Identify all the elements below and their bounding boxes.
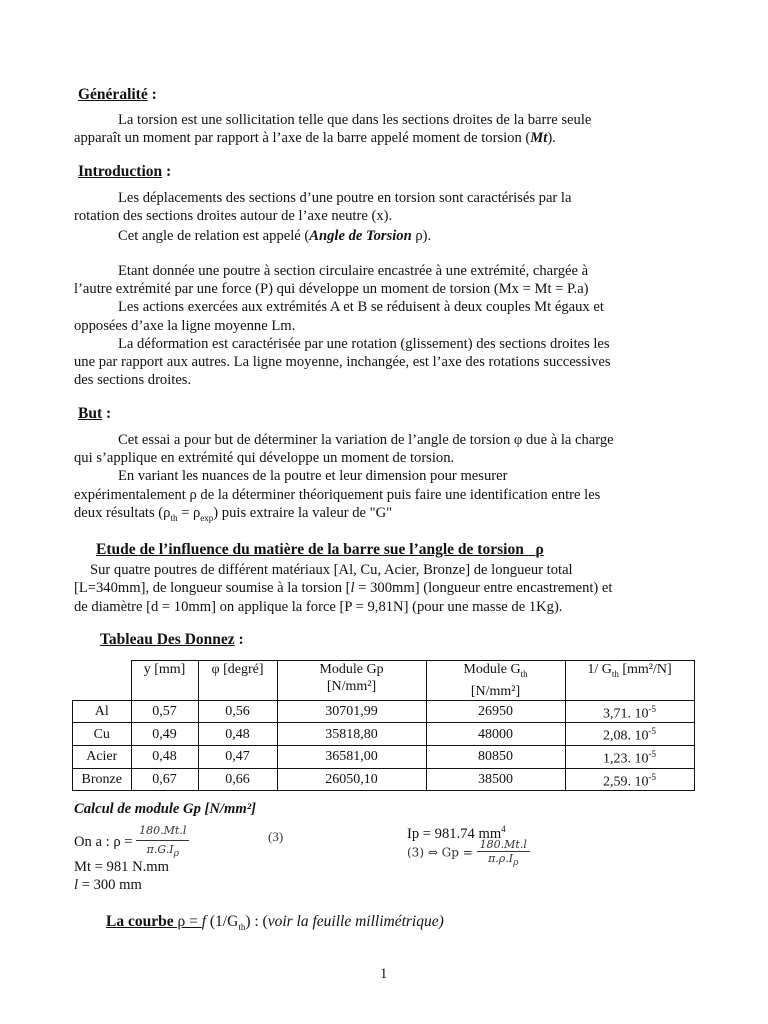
calcul-ip-exp: 4 (501, 824, 506, 834)
courbe-eq-mid: (1/G (206, 913, 239, 930)
but-last-pre: deux résultats (ρ (74, 505, 171, 521)
cell-inv-value: 2,08. 10 (603, 729, 649, 745)
cell-gp: 36581,00 (277, 746, 426, 769)
introduction-title: Introduction (78, 163, 163, 180)
cell-inv (565, 768, 694, 791)
table-row (73, 700, 695, 723)
cell-inv (565, 700, 694, 723)
etude-title: Etude de l’influence du matière de la barre sue l’angle de torsion (96, 541, 524, 558)
cell-gth: 80850 (426, 746, 565, 769)
courbe-eq-pre: ρ = (173, 913, 202, 930)
courbe-eq-f: f (201, 913, 207, 930)
tableau-colon: : (234, 631, 244, 648)
intro-angle-line (118, 227, 431, 245)
header-inv-sub: th (611, 668, 619, 679)
data-table (72, 660, 695, 791)
calcul-rho-formula (74, 822, 189, 863)
but-heading (78, 405, 111, 423)
generalite-line2-post: ). (547, 130, 556, 146)
but-last-post: ) puis extraire la valeur de "G" (213, 505, 393, 521)
courbe-line (106, 913, 444, 932)
but-title: But (78, 405, 103, 422)
cell-material: Bronze (73, 768, 132, 791)
gp-formula (407, 838, 530, 868)
calcul-on-a: On a : ρ = (74, 833, 133, 850)
cell-gp: 26050,10 (277, 768, 426, 791)
cell-phi: 0,56 (198, 700, 277, 723)
calcul-title: Calcul de module Gp [N/mm²] (74, 801, 256, 817)
header-gth-sub: th (520, 668, 528, 679)
cell-material: Cu (73, 723, 132, 746)
but-sub-th: th (170, 512, 178, 523)
cell-inv-exp: -5 (648, 771, 656, 782)
intro-p2-line-2: l’autre extrémité par une force (P) qui développe un moment de torsion (Mx = Mt = P.a) (74, 281, 589, 297)
but-line-2: qui s’applique en extrémité qui développe un moment de torsion. (74, 450, 455, 466)
table-header-row (73, 661, 695, 701)
generalite-heading (78, 86, 157, 104)
gp-formula-pre: (3) ⇔ Gp = (407, 845, 473, 860)
header-inv-unit: [mm²/N] (618, 662, 672, 677)
cell-inv-exp: -5 (648, 749, 656, 760)
calcul-l-val: = 300 mm (78, 877, 142, 893)
courbe-note: voir la feuille millimétrique) (267, 913, 444, 930)
table-row (73, 746, 695, 769)
header-inv (565, 661, 694, 701)
cell-inv-value: 1,23. 10 (603, 751, 649, 767)
cell-inv-exp: -5 (648, 726, 656, 737)
intro-angle-post: ρ). (411, 228, 432, 244)
introduction-heading (78, 163, 171, 181)
eq-number: (3) (268, 829, 284, 844)
cell-gth: 48000 (426, 723, 565, 746)
cell-material: Al (73, 700, 132, 723)
gp-fraction-den-sub: ρ (513, 858, 519, 869)
rho-fraction-den-sub: ρ (173, 849, 179, 860)
but-line-1: Cet essai a pour but de déterminer la variation de l’angle de torsion φ due à la charge (118, 432, 614, 448)
cell-inv-value: 2,59. 10 (603, 774, 649, 790)
intro-angle-pre: Cet angle de relation est appelé ( (118, 228, 310, 244)
etude-rho: ρ (535, 541, 544, 558)
calcul-l-var: l (74, 877, 79, 893)
but-colon: : (102, 405, 112, 422)
table-row (73, 768, 695, 791)
table-corner (73, 661, 132, 701)
cell-phi: 0,48 (198, 723, 277, 746)
cell-inv-value: 3,71. 10 (603, 706, 649, 722)
etude-line-2-post: = 300mm] (longueur entre encastrement) et (354, 580, 613, 596)
introduction-colon: : (162, 163, 172, 180)
intro-p2-line-4: opposées d’axe la ligne moyenne Lm. (74, 318, 296, 334)
but-line-4: expérimentalement ρ de la déterminer théoriquement puis faire une identification entre les (74, 487, 601, 503)
cell-gp: 35818,80 (277, 723, 426, 746)
page-number: 1 (380, 966, 388, 982)
cell-y: 0,67 (131, 768, 198, 791)
cell-y: 0,57 (131, 700, 198, 723)
rho-fraction-den-main: π.G.I (146, 843, 174, 856)
gp-fraction (477, 838, 530, 868)
calcul-mt: Mt = 981 N.mm (74, 859, 169, 875)
cell-phi: 0,66 (198, 768, 277, 791)
etude-line-2 (74, 579, 612, 597)
header-gth-label: Module G (463, 662, 521, 677)
cell-gp: 30701,99 (277, 700, 426, 723)
tableau-heading (100, 631, 244, 649)
intro-angle-em: Angle de Torsion (309, 228, 412, 244)
cell-phi: 0,47 (198, 746, 277, 769)
calcul-ip-value: Ip = 981.74 mm (407, 825, 502, 842)
header-y: y [mm] (131, 661, 198, 701)
cell-y: 0,49 (131, 723, 198, 746)
cell-inv (565, 746, 694, 769)
etude-l: l (350, 580, 355, 596)
intro-p2-line-1: Etant donnée une poutre à section circulaire encastrée à une extrémité, chargée à (118, 263, 589, 279)
etude-heading (96, 541, 544, 559)
calcul-l (74, 876, 142, 894)
cell-gth: 26950 (426, 700, 565, 723)
but-last-mid: = ρ (177, 505, 201, 521)
generalite-line2-pre: apparaît un moment par rapport à l’axe de la barre appelé moment de torsion ( (74, 130, 531, 146)
tableau-title: Tableau Des Donnez (100, 631, 235, 648)
intro-p2-line-7: des sections droites. (74, 372, 192, 388)
intro-p2-line-6: une par rapport aux autres. La ligne moyenne, inchangée, est l’axe des rotations successives (74, 354, 611, 370)
etude-line-2-pre: [L=340mm], de longueur soumise à la torsion [ (74, 580, 351, 596)
header-gp (277, 661, 426, 701)
generalite-mt: Mt (530, 130, 548, 146)
intro-p2-line-5: La déformation est caractérisée par une rotation (glissement) des sections droites les (118, 336, 610, 352)
header-gth-unit: [N/mm²] (470, 683, 521, 699)
courbe-eq-post: ) : ( (245, 913, 268, 930)
table-row (73, 723, 695, 746)
gp-fraction-den (477, 852, 530, 868)
header-gth (426, 661, 565, 701)
generalite-line1: La torsion est une sollicitation telle que dans les sections droites de la barre seule (118, 112, 592, 128)
cell-inv (565, 723, 694, 746)
intro-p2-line-3: Les actions exercées aux extrémités A et B se réduisent à deux couples Mt égaux et (118, 299, 604, 315)
header-gp-label: Module Gp (319, 662, 384, 677)
cell-material: Acier (73, 746, 132, 769)
gp-fraction-den-main: π.ρ.I (488, 852, 514, 865)
cell-y: 0,48 (131, 746, 198, 769)
cell-gth: 38500 (426, 768, 565, 791)
but-line-5 (74, 504, 392, 527)
header-inv-label: 1/ G (587, 662, 612, 677)
generalite-line2 (74, 129, 556, 147)
header-phi: φ [degré] (198, 661, 277, 701)
etude-line-3: de diamètre [d = 10mm] on applique la force [P = 9,81N] (pour une masse de 1Kg). (74, 599, 563, 615)
intro-line-1: Les déplacements des sections d’une poutre en torsion sont caractérisés par la (118, 190, 572, 206)
rho-fraction (136, 822, 189, 863)
rho-fraction-num: 180.Mt.l (136, 822, 189, 841)
generalite-title: Généralité (78, 86, 148, 103)
gp-fraction-num: 180.Mt.l (477, 838, 530, 852)
but-sub-exp: exp (200, 512, 214, 523)
but-line-3: En variant les nuances de la poutre et leur dimension pour mesurer (118, 468, 508, 484)
generalite-colon: : (147, 86, 157, 103)
intro-line-2: rotation des sections droites autour de l’axe neutre (x). (74, 208, 393, 224)
courbe-eq-sub: th (238, 922, 246, 933)
cell-inv-exp: -5 (648, 703, 656, 714)
etude-line-1: Sur quatre poutres de différent matériaux [Al, Cu, Acier, Bronze] de longueur total (90, 562, 573, 578)
header-gp-unit: [N/mm²] (326, 679, 377, 694)
courbe-label: La courbe (106, 913, 174, 930)
